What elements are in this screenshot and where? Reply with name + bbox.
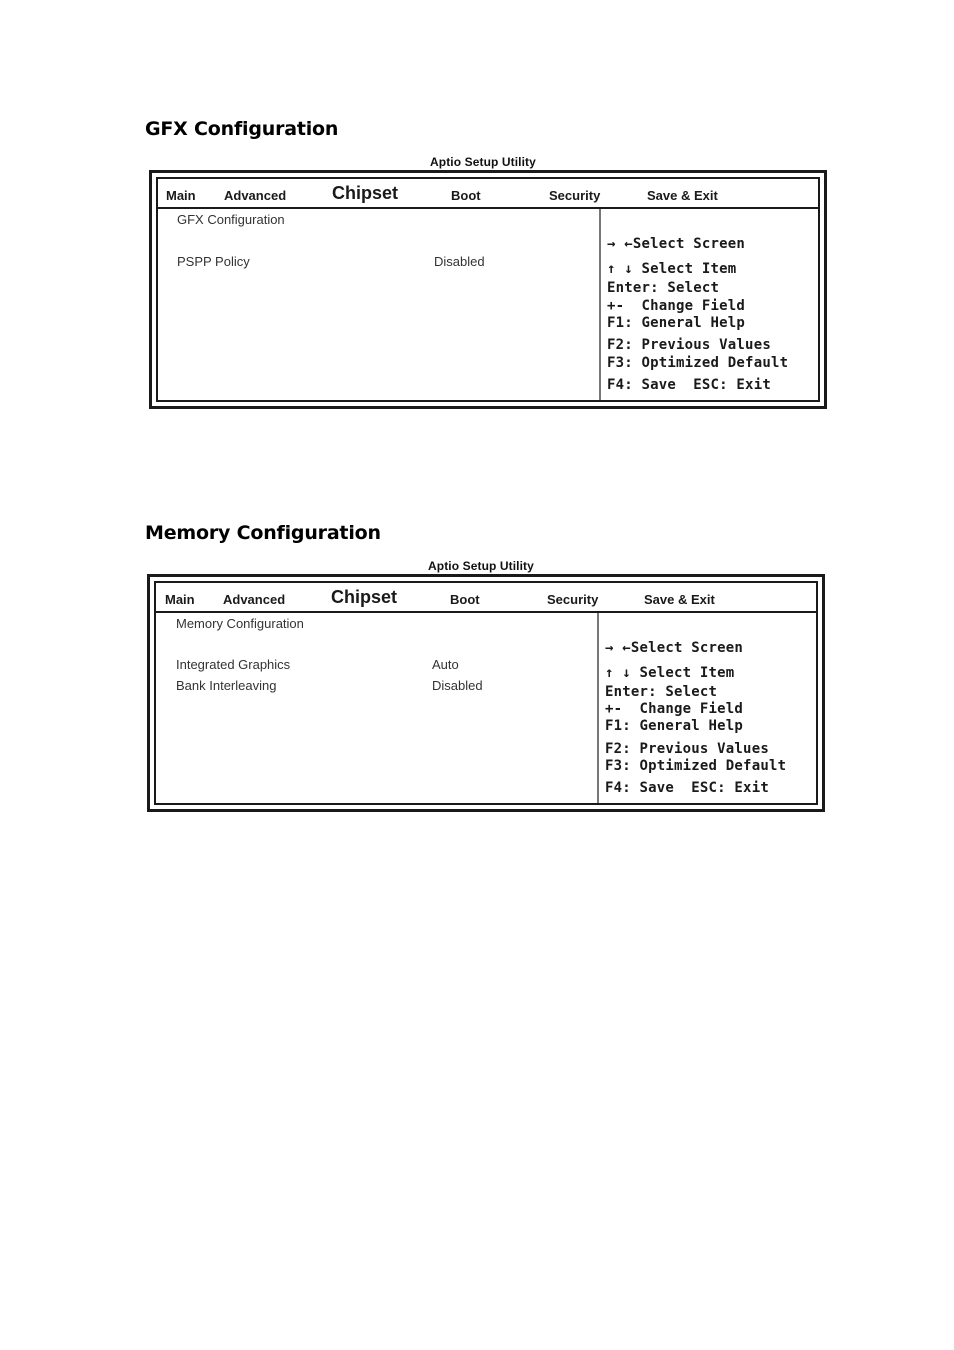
bios-screen [147, 574, 825, 812]
bios-frame [156, 177, 820, 402]
help-change-field: +- Change Field [605, 701, 744, 717]
setting-label: Bank Interleaving [176, 678, 277, 693]
help-pane [597, 613, 816, 803]
help-previous-values: F2: Previous Values [605, 741, 769, 757]
section-title: Memory Configuration [145, 522, 381, 544]
help-optimized-default: F3: Optimized Default [607, 355, 789, 371]
tab-main[interactable]: Main [165, 592, 195, 607]
pane-heading: Memory Configuration [176, 616, 304, 631]
tab-chipset[interactable]: Chipset [331, 587, 398, 607]
help-general-help: F1: General Help [605, 718, 744, 734]
tab-chipset[interactable]: Chipset [332, 183, 399, 203]
setting-value[interactable]: Disabled [432, 678, 483, 693]
settings-pane [156, 613, 598, 803]
tab-boot[interactable]: Boot [450, 592, 480, 607]
tab-main[interactable]: Main [166, 188, 196, 203]
help-pane [599, 209, 818, 400]
tab-advanced[interactable]: Advanced [223, 592, 286, 607]
help-previous-values: F2: Previous Values [607, 337, 771, 353]
bios-screen [149, 170, 827, 409]
tab-security[interactable]: Security [547, 592, 599, 607]
help-select-item: ↑ ↓ Select Item [605, 665, 735, 681]
setting-value[interactable]: Disabled [434, 254, 485, 269]
setting-label: Integrated Graphics [176, 657, 291, 672]
help-change-field: +- Change Field [607, 298, 746, 314]
help-save-exit: F4: Save ESC: Exit [607, 377, 771, 393]
help-save-exit: F4: Save ESC: Exit [605, 780, 769, 796]
pane-heading: GFX Configuration [177, 212, 285, 227]
section-title: GFX Configuration [145, 118, 339, 140]
settings-pane [158, 209, 600, 400]
tab-save-exit[interactable]: Save & Exit [644, 592, 715, 607]
utility-title: Aptio Setup Utility [428, 559, 534, 573]
tab-save-exit[interactable]: Save & Exit [647, 188, 718, 203]
help-general-help: F1: General Help [607, 315, 746, 331]
utility-title: Aptio Setup Utility [430, 155, 536, 169]
tab-advanced[interactable]: Advanced [224, 188, 287, 203]
help-optimized-default: F3: Optimized Default [605, 758, 787, 774]
tab-boot[interactable]: Boot [451, 188, 481, 203]
setting-value[interactable]: Auto [432, 657, 459, 672]
tab-security[interactable]: Security [549, 188, 601, 203]
menu-bar [158, 179, 818, 209]
menu-bar [156, 583, 816, 613]
help-enter-select: Enter: Select [607, 280, 720, 296]
help-select-screen: → ←Select Screen [605, 640, 744, 656]
help-select-item: ↑ ↓ Select Item [607, 261, 737, 277]
bios-frame [154, 581, 818, 805]
help-enter-select: Enter: Select [605, 684, 718, 700]
help-select-screen: → ←Select Screen [607, 236, 746, 252]
setting-label: PSPP Policy [177, 254, 250, 269]
